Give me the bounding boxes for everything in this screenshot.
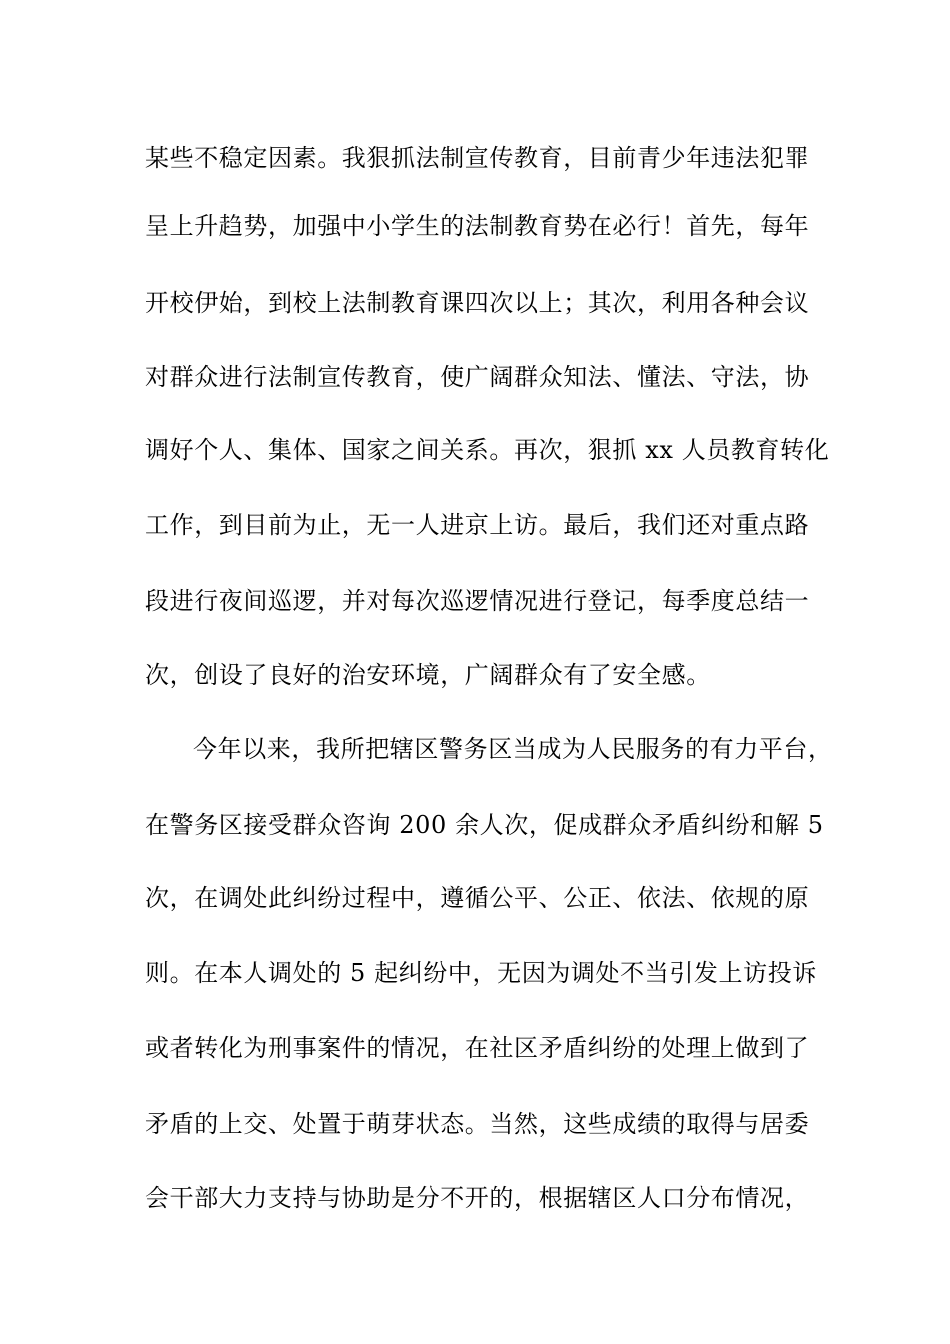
- text-line: 矛盾的上交、处置于萌芽状态。当然，这些成绩的取得与居委: [145, 1110, 810, 1138]
- text-line: 开校伊始，到校上法制教育课四次以上；其次，利用各种会议: [145, 289, 810, 317]
- text-line: 次，在调处此纠纷过程中，遵循公平、公正、依法、依规的原: [145, 884, 810, 912]
- text-line: 则。在本人调处的 5 起纠纷中，无因为调处不当引发上访投诉: [145, 959, 817, 987]
- text-line: 次，创设了良好的治安环境，广阔群众有了安全感。: [145, 661, 711, 689]
- text-line: 呈上升趋势，加强中小学生的法制教育势在必行！首先，每年: [145, 212, 810, 240]
- text-line: 段进行夜间巡逻，并对每次巡逻情况进行登记，每季度总结一: [145, 587, 810, 615]
- text-line: 某些不稳定因素。我狠抓法制宣传教育，目前青少年违法犯罪: [145, 144, 810, 172]
- text-line: 今年以来，我所把辖区警务区当成为人民服务的有力平台，: [193, 735, 833, 763]
- text-line: 调好个人、集体、国家之间关系。再次，狠抓 xx 人员教育转化: [145, 436, 830, 464]
- text-line: 会干部大力支持与协助是分不开的，根据辖区人口分布情况，: [145, 1184, 810, 1212]
- text-line: 对群众进行法制宣传教育，使广阔群众知法、懂法、守法，协: [145, 363, 810, 391]
- text-line: 或者转化为刑事案件的情况，在社区矛盾纠纷的处理上做到了: [145, 1034, 810, 1062]
- text-line: 在警务区接受群众咨询 200 余人次，促成群众矛盾纠纷和解 5: [145, 811, 824, 839]
- text-line: 工作，到目前为止，无一人进京上访。最后，我们还对重点路: [145, 511, 810, 539]
